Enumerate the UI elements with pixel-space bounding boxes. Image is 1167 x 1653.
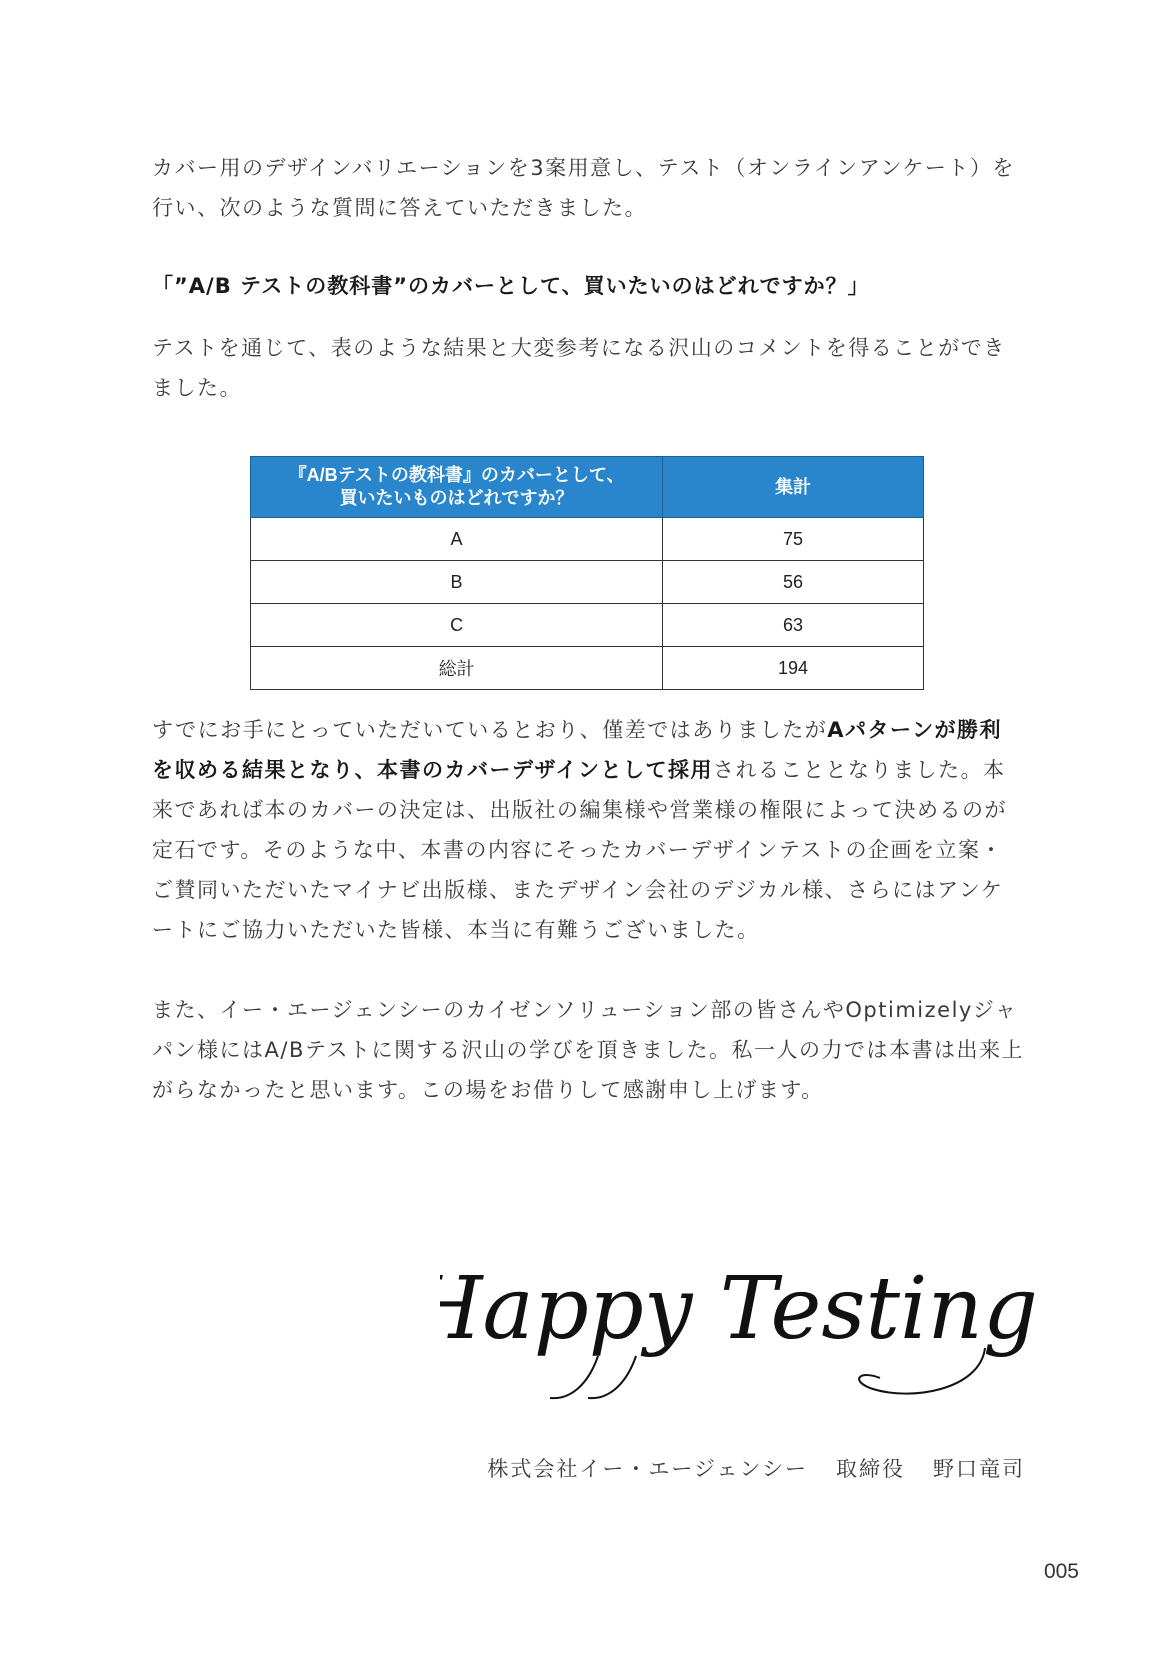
credit-name: 野口竜司 [933,1457,1025,1481]
table-cell-value: 56 [663,561,924,604]
survey-question: 「”A/B テストの教科書”のカバーとして、買いたいのはどれですか？」 [152,274,870,298]
result-paragraph-bold: Aパターンが勝利を収める結果となり、本書のカバーデザインとして採用 [152,718,1003,782]
result-paragraph-part1: すでにお手にとっていただいているとおり、僅差ではありましたが [152,718,828,742]
happy-testing-signature [440,1220,1040,1420]
table-header-question-line2: 買いたいものはどれですか？ [339,488,574,508]
table-cell-label: C [251,604,663,647]
table-row [251,561,924,604]
results-table [250,456,924,690]
intro-paragraph: カバー用のデザインバリエーションを3案用意し、テスト（オンラインアンケート）を行い、次のような質問に答えていただきました。 [152,156,1015,220]
table-header-total: 集計 [663,457,924,518]
table-row [251,604,924,647]
author-credit [487,1453,1025,1483]
table-row-total [251,647,924,690]
table-cell-label: A [251,518,663,561]
table-header-row [251,457,924,518]
table-cell-value: 75 [663,518,924,561]
table-row [251,518,924,561]
result-paragraph-part2: されることとなりました。本来であれば本のカバーの決定は、出版社の編集様や営業様の権限によって決めるのが定石です。そのような中、本書の内容にそったカバーデザインテストの企画を立案・ご賛同いただいたマイナビ出版様、またデザイン会社のデジカル様、さらにはアンケートにご協力いただいた皆様、本当に有難うございました。 [152,758,1007,942]
result-paragraph [152,710,1024,950]
result-intro-paragraph: テストを通じて、表のような結果と大変参考になる沢山のコメントを得ることができました。 [152,336,1006,400]
table-header-question [251,457,663,518]
credit-company: 株式会社イー・エージェンシー [487,1457,808,1481]
table-cell-value: 63 [663,604,924,647]
page-number: 005 [1043,1560,1079,1583]
credit-title: 取締役 [836,1457,905,1481]
table-cell-value: 194 [663,647,924,690]
signature-text: Happy Testing! [440,1259,1040,1359]
table-cell-label: 総計 [251,647,663,690]
thanks-paragraph: また、イー・エージェンシーのカイゼンソリューション部の皆さんやOptimizelyジャパン様にはA/Bテストに関する沢山の学びを頂きました。私一人の力では本書は出来上がらなかったと思います。この場をお借りして感謝申し上げます。 [152,998,1025,1102]
table-cell-label: B [251,561,663,604]
table-header-question-line1: 『A/Bテストの教科書』のカバーとして、 [288,465,625,485]
